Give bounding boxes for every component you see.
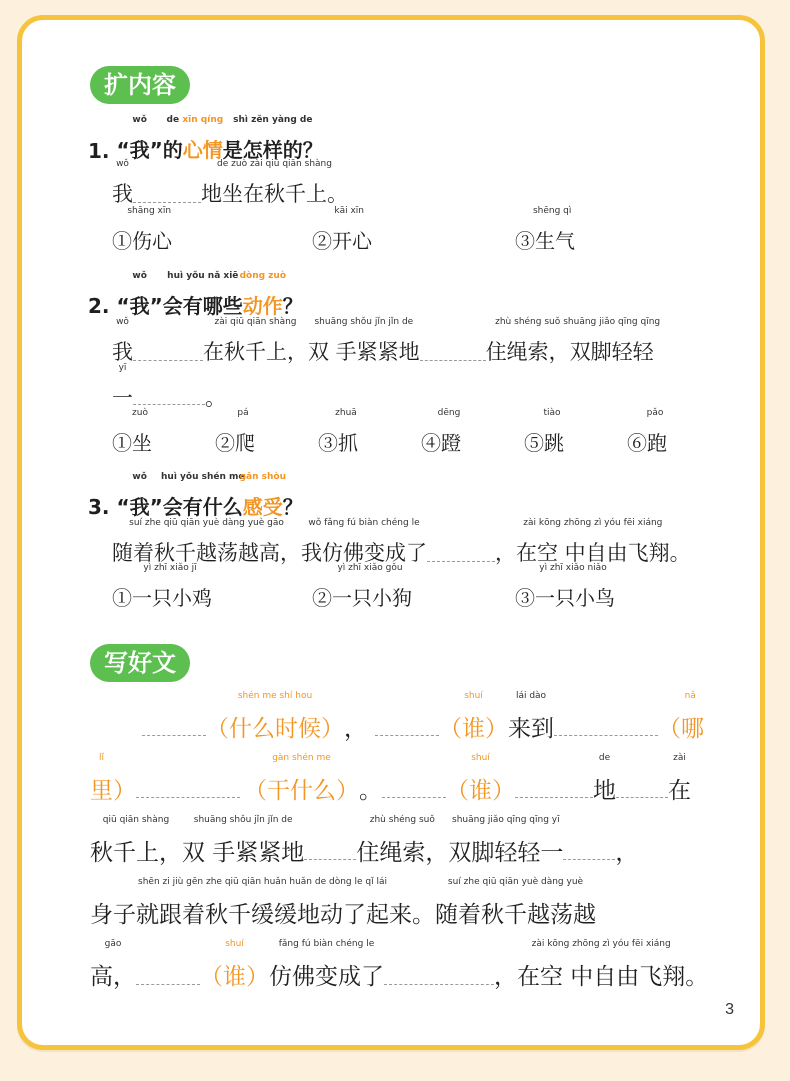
- option-3[interactable]: [515, 563, 615, 611]
- option-label: ⑥跑: [627, 431, 667, 455]
- option-label: ①一只小鸡: [112, 586, 212, 610]
- pinyin: qiū qiān shàng: [102, 815, 170, 825]
- pinyin: zhuā: [335, 408, 357, 418]
- option-1[interactable]: [112, 408, 152, 456]
- essay-text: 双脚轻轻一: [448, 840, 564, 866]
- essay-row-2: [90, 753, 691, 805]
- pinyin: yì zhī xiǎo jī: [143, 563, 197, 573]
- answer-blank[interactable]: [133, 357, 203, 361]
- sentence-text: 我: [112, 340, 133, 364]
- sentence-text: ，在空 中自由飞翔。: [495, 541, 691, 565]
- question-keyword: 感受: [242, 495, 283, 519]
- essay-text: ，在空 中自由飞翔。: [494, 964, 709, 990]
- sentence-text: 双 手紧紧地: [308, 340, 420, 364]
- page-number: 3: [725, 1001, 734, 1018]
- pinyin: wǒ: [116, 317, 129, 327]
- answer-blank[interactable]: [384, 981, 494, 985]
- pinyin: gǎn shòu: [239, 472, 286, 482]
- pinyin: zài kōng zhōng zì yóu fēi xiáng: [531, 939, 671, 949]
- pinyin: dòng zuò: [239, 271, 286, 281]
- pinyin: shāng xīn: [127, 206, 172, 216]
- pinyin: shēn zi jiù gēn zhe qiū qiān huǎn huǎn de dòng le qǐ lái: [138, 877, 387, 887]
- sentence-text: 随着秋千越荡越高，: [112, 541, 301, 565]
- pinyin: zài: [673, 753, 686, 763]
- sentence-text: 双脚轻轻: [569, 340, 654, 364]
- question-number: 2.: [88, 294, 110, 318]
- essay-text: 来到: [508, 716, 554, 742]
- pinyin: shuí: [225, 939, 244, 949]
- answer-blank[interactable]: [142, 732, 206, 736]
- option-1[interactable]: [112, 563, 212, 611]
- pinyin: gāo: [104, 939, 122, 949]
- answer-blank[interactable]: [515, 794, 593, 798]
- pinyin: yì zhī xiǎo gǒu: [337, 563, 403, 573]
- essay-hint: （谁）: [446, 778, 515, 804]
- question-number: 1.: [88, 139, 110, 163]
- question-text: 的: [162, 138, 183, 162]
- sentence-text: 地坐在秋千上。: [201, 182, 348, 206]
- essay-text: 身子就跟着秋千缓缓地动了起来。: [90, 902, 435, 928]
- sentence-text: 我仿佛变成了: [301, 541, 427, 565]
- option-label: ②爬: [215, 431, 255, 455]
- pinyin: xīn qíng: [182, 115, 224, 125]
- section-badge-expand: [90, 66, 190, 104]
- pinyin: nǎ: [684, 691, 696, 701]
- sentence-text: 一: [112, 386, 133, 410]
- pinyin: kāi xīn: [334, 206, 364, 216]
- question-text: 是怎样的？: [222, 138, 323, 162]
- option-label: ③抓: [318, 431, 358, 455]
- pinyin: yī: [118, 363, 127, 373]
- pinyin: zài kōng zhōng zì yóu fēi xiáng: [523, 518, 663, 528]
- pinyin: wǒ: [116, 159, 129, 169]
- pinyin: shuāng shǒu jǐn jǐn de: [193, 815, 293, 825]
- pinyin: fǎng fú biàn chéng le: [278, 939, 375, 949]
- option-label: ④蹬: [421, 431, 461, 455]
- essay-row-3: [90, 815, 639, 867]
- essay-text: ，: [615, 840, 639, 866]
- pinyin: shén me shí hou: [237, 691, 313, 701]
- option-label: ②一只小狗: [312, 586, 412, 610]
- essay-row-4: [90, 877, 596, 929]
- essay-text: 。: [359, 778, 382, 804]
- essay-hint: 里）: [90, 778, 136, 804]
- section-title: 写好文: [104, 649, 176, 677]
- pinyin: huì yǒu shén me: [161, 472, 245, 482]
- option-1[interactable]: [112, 206, 172, 254]
- pinyin: wǒ: [132, 472, 147, 482]
- question-number: 3.: [88, 495, 110, 519]
- q2-sentence-1: [112, 317, 661, 366]
- pinyin: shì zěn yàng de: [233, 115, 313, 125]
- essay-text: 高，: [90, 964, 136, 990]
- pinyin: wǒ: [132, 271, 147, 281]
- essay-text: 地: [593, 778, 616, 804]
- essay-hint: （什么时候）: [206, 716, 344, 742]
- pinyin: shēng qì: [532, 206, 572, 216]
- pinyin: wǒ: [132, 115, 147, 125]
- pinyin: zhù shéng suǒ: [369, 815, 435, 825]
- pinyin: shuāng jiǎo qīng qīng: [563, 317, 661, 327]
- pinyin: gàn shén me: [272, 753, 331, 763]
- option-label: ③生气: [515, 229, 575, 253]
- essay-text: ，: [344, 716, 367, 742]
- pinyin: shuāng jiǎo qīng qīng yī: [452, 815, 560, 825]
- option-label: ①坐: [112, 431, 152, 455]
- pinyin: shuí: [464, 691, 483, 701]
- pinyin: huì yǒu nǎ xiē: [167, 271, 239, 281]
- pinyin: dēng: [437, 408, 461, 418]
- answer-blank[interactable]: [136, 981, 200, 985]
- question-keyword: 心情: [182, 138, 223, 162]
- pinyin: pá: [237, 408, 249, 418]
- question-text: 会有什么: [162, 495, 243, 519]
- page-frame: [17, 15, 765, 1050]
- question-2: [88, 271, 303, 319]
- pinyin: lái dào: [515, 691, 547, 701]
- q1-sentence: [112, 159, 348, 208]
- answer-blank[interactable]: [563, 856, 615, 860]
- answer-blank[interactable]: [427, 558, 495, 562]
- answer-blank[interactable]: [133, 401, 205, 405]
- question-keyword: 动作: [242, 294, 283, 318]
- essay-hint: （谁）: [439, 716, 508, 742]
- pinyin: lǐ: [98, 753, 105, 763]
- pinyin: suí zhe qiū qiān yuè dàng yuè: [447, 877, 584, 887]
- sentence-text: 在秋千上，: [203, 340, 308, 364]
- answer-blank[interactable]: [554, 732, 658, 736]
- answer-blank[interactable]: [375, 732, 439, 736]
- option-2[interactable]: [312, 563, 412, 611]
- question-text: 会有哪些: [162, 294, 243, 318]
- option-5[interactable]: [524, 408, 564, 456]
- answer-blank[interactable]: [304, 856, 356, 860]
- section-badge-write: [90, 644, 190, 682]
- option-3[interactable]: [515, 206, 575, 254]
- option-4[interactable]: [421, 408, 461, 456]
- pinyin: suí zhe qiū qiān yuè dàng yuè gāo: [129, 518, 284, 528]
- answer-blank[interactable]: [136, 794, 240, 798]
- essay-text: 住绳索，: [356, 840, 449, 866]
- question-text: ？: [282, 495, 303, 519]
- pinyin: tiào: [543, 408, 561, 418]
- pinyin: wǒ fǎng fú biàn chéng le: [308, 518, 420, 528]
- option-label: ⑤跳: [524, 431, 564, 455]
- essay-hint: （干什么）: [244, 778, 359, 804]
- option-label: ②开心: [312, 229, 372, 253]
- essay-text: 随着秋千越荡越: [435, 902, 596, 928]
- sentence-text: 我: [112, 182, 133, 206]
- option-label: ③一只小鸟: [515, 586, 615, 610]
- pinyin: pǎo: [646, 408, 664, 418]
- question-text: “我”: [116, 294, 163, 318]
- pinyin: zhù shéng suǒ: [495, 317, 561, 327]
- essay-row-1: [142, 691, 704, 743]
- pinyin: shuí: [471, 753, 490, 763]
- option-label: ①伤心: [112, 229, 172, 253]
- option-2[interactable]: [312, 206, 372, 254]
- answer-blank[interactable]: [616, 794, 668, 798]
- pinyin: shuāng shǒu jǐn jǐn de: [314, 317, 414, 327]
- q2-sentence-2: [112, 363, 226, 412]
- essay-text: 双 手紧紧地: [182, 840, 305, 866]
- sentence-text: 住绳索，: [485, 340, 570, 364]
- pinyin: de: [166, 115, 180, 125]
- question-3: [88, 472, 303, 520]
- pinyin: de zuò zài qiū qiān shàng: [217, 159, 332, 169]
- answer-blank[interactable]: [133, 199, 201, 203]
- pinyin: zài qiū qiān shàng: [214, 317, 297, 327]
- pinyin: de: [598, 753, 611, 763]
- essay-text: 仿佛变成了: [269, 964, 384, 990]
- question-text: “我”: [116, 138, 163, 162]
- pinyin: yì zhī xiǎo niǎo: [539, 563, 607, 573]
- pinyin: zuò: [132, 408, 148, 418]
- option-2[interactable]: [215, 408, 255, 456]
- question-text: “我”: [116, 495, 163, 519]
- essay-hint: （哪: [658, 716, 704, 742]
- section-title: 扩内容: [104, 71, 176, 99]
- question-text: ？: [282, 294, 303, 318]
- essay-text: 在: [668, 778, 691, 804]
- sentence-text: 。: [205, 386, 226, 410]
- essay-hint: （谁）: [200, 964, 269, 990]
- answer-blank[interactable]: [420, 357, 486, 361]
- option-6[interactable]: [627, 408, 667, 456]
- answer-blank[interactable]: [382, 794, 446, 798]
- essay-row-5: [90, 939, 709, 991]
- option-3[interactable]: [318, 408, 358, 456]
- essay-text: 秋千上，: [90, 840, 182, 866]
